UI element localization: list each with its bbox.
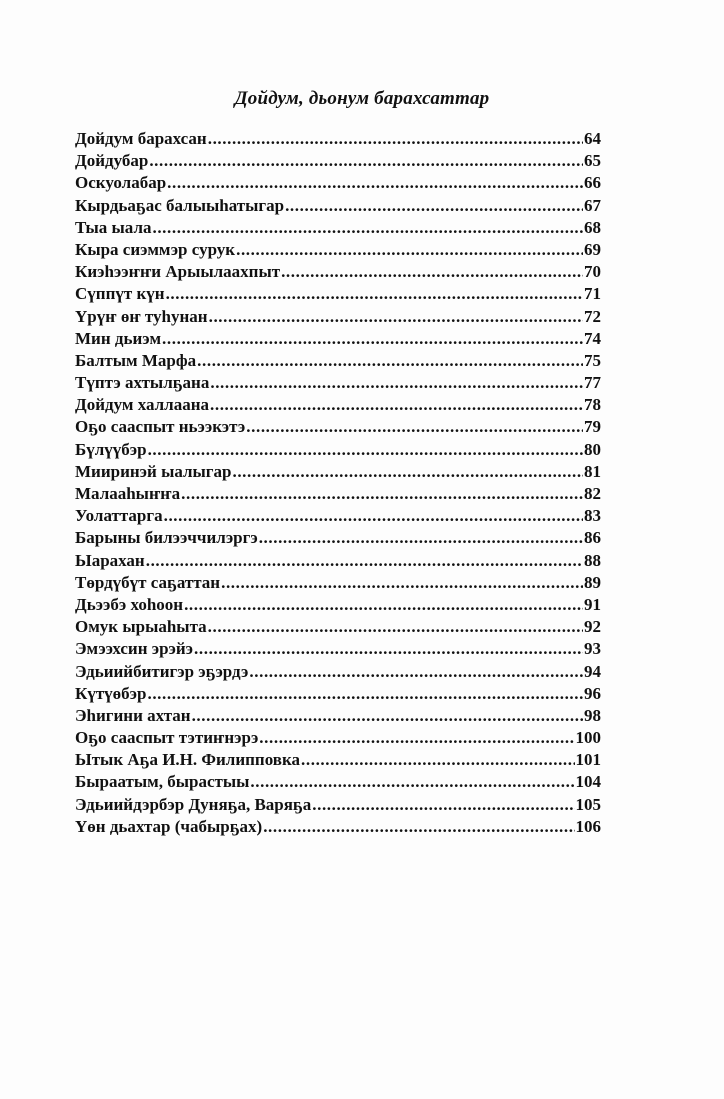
toc-entry [75, 483, 601, 505]
toc-entry-title: Тыа ыала [75, 217, 152, 237]
toc-entry-title: Ытык Аҕа И.Н. Филипповка [75, 750, 301, 770]
toc-entry-page-number: 68 [584, 217, 601, 237]
toc-entry-title: Кырдьаҕас балыыһатыгар [75, 195, 285, 215]
toc-entry [75, 172, 601, 194]
toc-entry-title: Киэһээҥҥи Арыылаахпыт [75, 262, 281, 282]
toc-entry-page-number: 106 [575, 816, 601, 836]
toc-entry [75, 727, 601, 749]
toc-entry-page-number: 101 [575, 750, 601, 770]
toc-entry [75, 150, 601, 172]
toc-entry [75, 550, 601, 572]
toc-dot-leader [250, 771, 574, 793]
toc-entry-page-number: 104 [575, 772, 601, 792]
toc-entry-title: Үрүҥ өҥ туһунан [75, 306, 208, 326]
table-of-contents [75, 128, 601, 838]
toc-entry [75, 461, 601, 483]
toc-dot-leader [285, 195, 583, 217]
toc-entry [75, 239, 601, 261]
toc-entry [75, 394, 601, 416]
toc-entry-page-number: 64 [584, 129, 601, 148]
toc-entry-page-number: 77 [584, 373, 601, 393]
toc-entry [75, 217, 601, 239]
toc-dot-leader [301, 749, 574, 771]
toc-dot-leader [148, 439, 583, 461]
toc-entry-title: Омук ырыаһыта [75, 617, 207, 637]
toc-entry-page-number: 71 [584, 284, 601, 304]
toc-entry [75, 749, 601, 771]
toc-entry [75, 616, 601, 638]
toc-entry-title: Малааһыҥҥа [75, 484, 181, 503]
toc-entry-page-number: 74 [584, 328, 601, 348]
toc-dot-leader [208, 616, 583, 638]
toc-entry-title: Түптэ ахтылҕана [75, 373, 210, 393]
toc-entry-title: Быраатым, бырастыы [75, 772, 250, 792]
toc-entry-title: Дойдум халлаана [75, 395, 209, 415]
toc-entry-title: Сүппүт күн [75, 284, 165, 304]
toc-entry-title: Оҕо сааспыт тэтиҥнэрэ [75, 728, 259, 748]
toc-dot-leader [221, 572, 583, 594]
toc-entry [75, 572, 601, 594]
toc-entry [75, 128, 601, 150]
toc-dot-leader [164, 505, 583, 527]
toc-entry-page-number: 75 [584, 350, 601, 370]
toc-entry-page-number: 83 [584, 506, 601, 526]
toc-entry-page-number: 81 [584, 461, 601, 481]
toc-dot-leader [167, 172, 583, 194]
toc-dot-leader [259, 527, 583, 549]
toc-entry [75, 505, 601, 527]
toc-entry-title: Уолаттарга [75, 506, 163, 526]
toc-dot-leader [236, 239, 583, 261]
toc-entry-title: Барыны билээччилэргэ [75, 528, 258, 548]
toc-entry-title: Эдьиийбитигэр эҕэрдэ [75, 661, 249, 681]
toc-dot-leader [208, 128, 583, 150]
toc-dot-leader [149, 150, 583, 172]
toc-dot-leader [249, 661, 583, 683]
toc-entry-title: Кыра сиэммэр сурук [75, 239, 236, 259]
toc-entry-title: Дойдум барахсан [75, 129, 207, 148]
toc-dot-leader [162, 328, 583, 350]
toc-entry-page-number: 65 [584, 151, 601, 171]
toc-dot-leader [263, 816, 574, 838]
toc-entry-title: Мин дьиэм [75, 328, 162, 348]
toc-entry-page-number: 91 [584, 594, 601, 614]
toc-entry-page-number: 69 [584, 239, 601, 259]
toc-dot-leader [181, 483, 583, 505]
toc-entry [75, 594, 601, 616]
toc-entry [75, 328, 601, 350]
toc-entry-page-number: 66 [584, 173, 601, 193]
toc-entry [75, 661, 601, 683]
toc-entry-page-number: 70 [584, 262, 601, 282]
toc-entry [75, 350, 601, 372]
toc-entry-title: Үөн дьахтар (чабырҕах) [75, 816, 263, 836]
toc-entry-title: Ыарахан [75, 550, 145, 570]
toc-entry-page-number: 94 [584, 661, 601, 681]
toc-entry [75, 705, 601, 727]
toc-dot-leader [152, 217, 583, 239]
toc-entry [75, 416, 601, 438]
toc-entry-page-number: 72 [584, 306, 601, 326]
toc-entry-page-number: 80 [584, 439, 601, 459]
toc-entry-page-number: 98 [584, 705, 601, 725]
toc-dot-leader [281, 261, 583, 283]
toc-entry-title: Балтым Марфа [75, 350, 197, 370]
toc-entry-page-number: 88 [584, 550, 601, 570]
toc-entry [75, 527, 601, 549]
toc-entry-page-number: 96 [584, 683, 601, 703]
toc-entry [75, 638, 601, 660]
toc-entry-title: Оҕо сааспыт ньээкэтэ [75, 417, 246, 437]
toc-entry-page-number: 67 [584, 195, 601, 215]
toc-entry-title: Дойдубар [75, 151, 149, 171]
toc-entry [75, 372, 601, 394]
toc-entry-title: Эмээхсин эрэйэ [75, 639, 194, 659]
toc-entry [75, 306, 601, 328]
toc-entry-title: Мииринэй ыалыгар [75, 461, 232, 481]
section-title: Дойдум, дьонум барахсаттар [234, 88, 490, 109]
toc-entry-title: Бүлүүбэр [75, 439, 147, 459]
toc-entry-title: Дьээбэ хоһоон [75, 594, 184, 614]
toc-entry-page-number: 89 [584, 572, 601, 592]
toc-dot-leader [166, 283, 583, 305]
toc-dot-leader [259, 727, 574, 749]
toc-dot-leader [194, 638, 583, 660]
toc-entry-title: Төрдүбүт саҕаттан [75, 572, 221, 592]
toc-entry-title: Эдьиийдэрбэр Дуняҕа, Варяҕа [75, 794, 312, 814]
toc-entry [75, 794, 601, 816]
toc-entry [75, 195, 601, 217]
toc-dot-leader [147, 683, 583, 705]
toc-entry-page-number: 82 [584, 484, 601, 503]
toc-entry [75, 683, 601, 705]
toc-entry-page-number: 105 [575, 794, 601, 814]
toc-entry [75, 261, 601, 283]
toc-dot-leader [197, 350, 583, 372]
toc-entry-page-number: 93 [584, 639, 601, 659]
toc-dot-leader [246, 416, 583, 438]
toc-dot-leader [312, 794, 574, 816]
toc-dot-leader [209, 306, 583, 328]
toc-entry [75, 283, 601, 305]
toc-dot-leader [210, 372, 583, 394]
toc-entry-title: Оскуолабар [75, 173, 167, 193]
toc-entry-page-number: 78 [584, 395, 601, 415]
toc-entry-page-number: 79 [584, 417, 601, 437]
toc-entry-title: Эһигини ахтан [75, 705, 191, 725]
toc-dot-leader [192, 705, 583, 727]
toc-entry-page-number: 100 [575, 728, 601, 748]
toc-dot-leader [184, 594, 583, 616]
toc-entry-page-number: 86 [584, 528, 601, 548]
toc-entry [75, 771, 601, 793]
toc-entry [75, 439, 601, 461]
toc-dot-leader [146, 550, 583, 572]
toc-entry-title: Күтүөбэр [75, 683, 147, 703]
toc-dot-leader [210, 394, 583, 416]
toc-entry-page-number: 92 [584, 617, 601, 637]
toc-entry [75, 816, 601, 838]
toc-dot-leader [232, 461, 583, 483]
